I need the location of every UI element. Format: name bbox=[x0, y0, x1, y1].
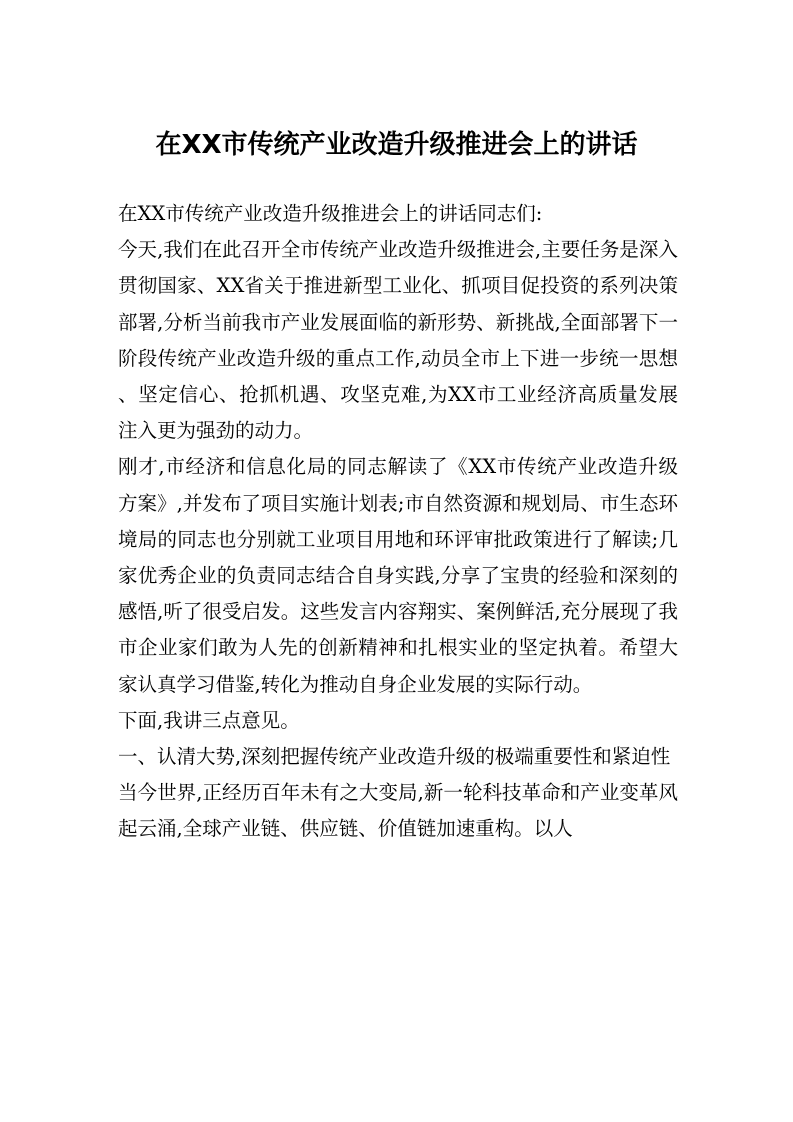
paragraph-greeting: 在XX市传统产业改造升级推进会上的讲话同志们: bbox=[118, 202, 543, 225]
paragraph-opening: 今天,我们在此召开全市传统产业改造升级推进会,主要任务是深入贯彻国家、XX省关于推进新型工业化、抓项目促投资的系列决策部署,分析当前我市产业发展面临的新形势、新挑战,全面部署下一阶段传统产业改造升级的重点工作,动员全市上下进一步统一思想、坚定信心、抢抓机遇、攻坚克难,为XX市工业经济高质量发展注入更为强劲的动力。 bbox=[118, 238, 678, 443]
document-body bbox=[118, 196, 678, 848]
document-title: 在XX市传统产业改造升级推进会上的讲话 bbox=[155, 130, 638, 160]
paragraph-transition: 下面,我讲三点意见。 bbox=[118, 708, 300, 732]
section-heading-one: 一、认清大势,深刻把握传统产业改造升级的极端重要性和紧迫性 bbox=[118, 745, 671, 769]
paragraph-context: 当今世界,正经历百年未有之大变局,新一轮科技革命和产业变革风起云涌,全球产业链、供应链、价值链加速重构。以人 bbox=[118, 781, 678, 841]
paragraph-review: 刚才,市经济和信息化局的同志解读了《XX市传统产业改造升级方案》,并发布了项目实施计划表;市自然资源和规划局、市生态环境局的同志也分别就工业项目用地和环评审批政策进行了解读;几家优秀企业的负责同志结合自身实践,分享了宝贵的经验和深刻的感悟,听了很受启发。这些发言内容翔实、案例鲜活,充分展现了我市企业家们敢为人先的创新精神和扎根实业的坚定执着。希望大家认真学习借鉴,转化为推动自身企业发展的实际行动。 bbox=[118, 455, 678, 696]
